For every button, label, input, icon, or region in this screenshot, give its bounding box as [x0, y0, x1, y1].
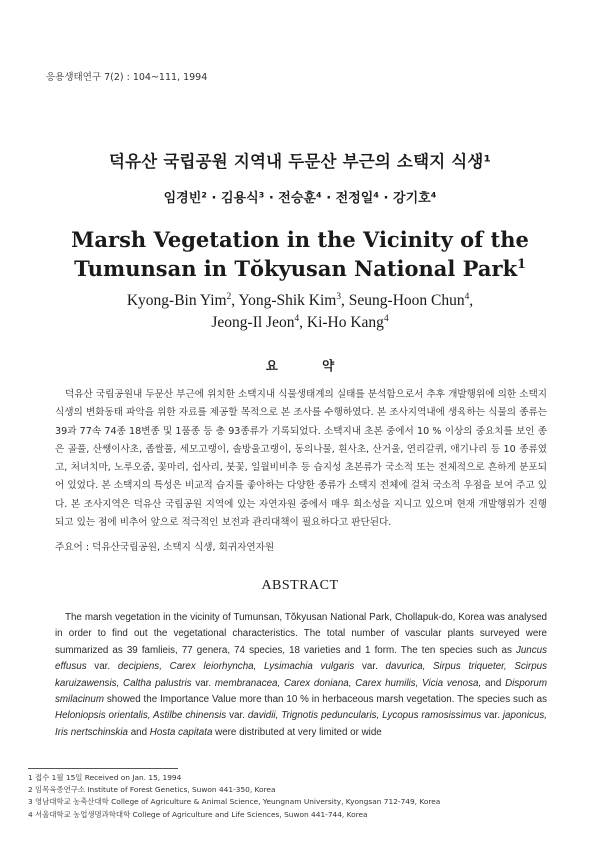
- species-name: Juncus effusus: [55, 644, 547, 673]
- species-name: davidii, Trignotis peduncularis, Lycopus ramosissimus: [247, 710, 482, 722]
- english-authors-line2: Jeong-Il Jeon$^4$, Ki-Ho Kang$^4$: [211, 313, 389, 331]
- footnote-4: 4 서울대학교 농업생명과학대학 College of Agriculture and Life Sciences, Suwon 441-744, Korea: [28, 809, 368, 819]
- footnote-1: 1 접수 1월 15일 Received on Jan. 15, 1994: [28, 773, 182, 782]
- journal-citation: 응용생태연구 7(2) : 104~111, 1994: [46, 72, 208, 83]
- footnotes: [28, 772, 588, 821]
- korean-authors: 임경빈² · 김용식³ · 전승훈⁴ · 전정일⁴ · 강기호⁴: [163, 191, 437, 206]
- species-name: Heloniopsis orientalis, Astilbe chinensis: [55, 710, 227, 722]
- author-kang: Ki-Ho Kang: [306, 314, 384, 331]
- footnote-3: 3 영남대학교 농축산대학 College of Agriculture & Animal Science, Yeungnam University, Kyongsan 712-749, Korea: [28, 797, 441, 807]
- author-jeon: Jeong-Il Jeon: [211, 314, 295, 331]
- korean-title: 덕유산 국립공원 지역내 두문산 부근의 소택지 식생¹: [108, 152, 491, 171]
- species-name: davurica, Sirpus triqueter, Scirpus karuizawensis, Caltha palustris: [55, 661, 547, 689]
- species-name: Disporum smilacinum: [55, 677, 547, 706]
- species-name: Hosta capitata: [149, 726, 213, 738]
- korean-abstract-heading: 요 약: [265, 358, 355, 373]
- author-chun: Seung-Hoon Chun: [348, 292, 465, 309]
- keywords: 주요어 : 덕유산국립공원, 소택지 식생, 회귀자연자원: [55, 542, 275, 553]
- author-kim: Yong-Shik Kim: [238, 292, 337, 309]
- species-name: decipiens, Carex leiorhyncha, Lysimachia vulgaris: [117, 661, 355, 673]
- korean-abstract: 덕유산 국립공원내 두문산 부근에 위치한 소택지내 식물생태계의 실태를 분석함으로서 추후 개발행위에 의한 소택지 식생의 변화동태 파악을 위한 자료를 제공할 목적으로 본 조사를 수행하였다. 본 조사지역내에 생육하는 식물의 종류는 39과 77속 74종 18변종 및 1품종 등 총 93종류가 기록되었다. 소택지내 초본 중에서 10 % 이상의 중요치를 보인 종은 골풀, 산쌩이사초, 좁쌀풀, 세모고랭이, 솔방울고랭이, 동의나물, 흰사초, 산거울, 연리갈퀴, 애기나리 등 10 종류였고, 처녀치마, 노루오줌, 꽃마리, 쉽사리, 붓꽃, 일월비비추 등 습지성 초본류가 국소적 또는 전체적으로 흔하게 분포되어 있었다. 본 소택지의 특성은 비교적 습지를 좋아하는 다양한 종류가 소택지 전체에 걸쳐 국소적 우점을 보여 주고 있다. 본 조사지역은 덕유산 국립공원 지역에 있는 자연자원 중에서 매우 희소성을 지니고 있으며 현재 개발행위가 진행되고 있는 점에 비추어 앞으로 적극적인 보전과 관리대책이 필요하다고 판단된다.: [55, 389, 547, 529]
- english-title: [0, 225, 600, 283]
- species-name: membranacea, Carex doniana, Carex humilis, Vicia venosa,: [214, 677, 482, 689]
- english-title-line2: Tumunsan in Tŏkyusan National Park$^1$: [74, 256, 526, 281]
- footnote-divider: [28, 768, 178, 769]
- english-authors: [0, 290, 600, 334]
- abstract-heading: ABSTRACT: [261, 578, 339, 593]
- english-authors-line1: Kyong-Bin Yim$^2$, Yong-Shik Kim$^3$, Seung-Hoon Chun$^4$,: [126, 291, 474, 309]
- english-abstract: The marsh vegetation in the vicinity of Tumunsan, Tŏkyusan National Park, Chollapuk-do, Korea was analysed in order to find out the vegetational characteristics. The total number of vascular plants surveyed were summarized as 39 famlieis, 77 genera, 74 species, 18 varieties and 1 form. The ten species such as Juncus effusus var. decipiens, Carex leiorhyncha, Lysimachia vulgaris var. davurica, Sirpus triqueter, Scirpus karuizawensis, Caltha palustris var. membranacea, Carex doniana, Carex humilis, Vicia venosa, and Disporum smilacinum showed the Importance Value more than 10 % in herbaceous marsh vegetation. The species such as Heloniopsis orientalis, Astilbe chinensis var. davidii, Trignotis peduncularis, Lycopus ramosissimus var. japonicus, Iris nertschinskia and Hosta capitata were distributed at very limited or wide: [55, 612, 547, 738]
- author-yim: Kyong-Bin Yim: [126, 292, 227, 309]
- footnote-2: 2 임목육종연구소 Institute of Forest Genetics, Suwon 441-350, Korea: [28, 785, 276, 795]
- species-name: japonicus, Iris nertschinskia: [55, 710, 547, 738]
- english-title-line1: Marsh Vegetation in the Vicinity of the: [71, 227, 529, 252]
